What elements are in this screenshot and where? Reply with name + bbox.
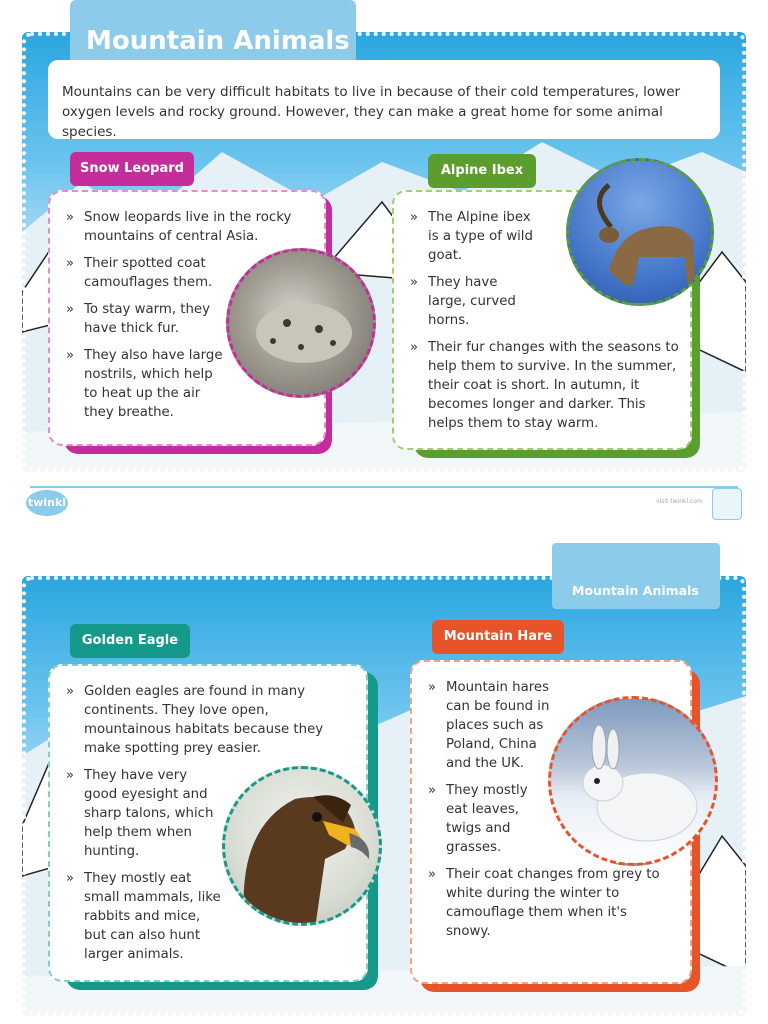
intro-box	[48, 60, 720, 139]
fact-item: » Their spotted coat camouflages them.	[64, 254, 214, 292]
mountain-hare-photo	[548, 696, 718, 866]
eagle-icon	[225, 769, 382, 926]
hare-icon	[551, 699, 718, 866]
quality-badge-icon	[712, 488, 742, 520]
golden-eagle-photo	[222, 766, 382, 926]
header-tab-title: Mountain Animals	[572, 583, 699, 598]
intro-text: Mountains can be very difficult habitats to live in because of their cold temperatures, lower oxygen levels and rocky ground. However, they can make a great home for some animal species.	[62, 84, 681, 140]
snow-leopard-photo	[226, 248, 376, 398]
alpine-ibex-label: Alpine Ibex	[428, 154, 536, 188]
fact-item: » They have very good eyesight and sharp talons, which help them when hunting.	[64, 766, 214, 861]
fact-item: » They mostly eat small mammals, like rabbits and mice, but can also hunt larger animals.	[64, 869, 224, 964]
page-title: Mountain Animals	[86, 26, 350, 56]
title-tab	[70, 0, 356, 68]
alpine-ibex-photo	[566, 158, 714, 306]
fact-item: » Golden eagles are found in many continents. They love open, mountainous habitats because they make spotting prey easier.	[64, 682, 354, 758]
fact-item: » They have large, curved horns.	[408, 273, 536, 330]
footer-divider	[30, 486, 738, 488]
fact-item: » Mountain hares can be found in places such as Poland, China and the UK.	[426, 678, 556, 773]
golden-eagle-label: Golden Eagle	[70, 624, 190, 658]
twinkl-logo: twinkl	[26, 490, 68, 516]
visit-link[interactable]: visit twinkl.com	[656, 498, 703, 505]
header-tab	[552, 543, 720, 609]
snow-leopard-label: Snow Leopard	[70, 152, 194, 186]
snow-leopard-icon	[229, 251, 376, 398]
fact-item: » To stay warm, they have thick fur.	[64, 300, 214, 338]
fact-item: » The Alpine ibex is a type of wild goat.	[408, 208, 536, 265]
fact-item: » Their coat changes from grey to white during the winter to camouflage them when it's snowy.	[426, 865, 666, 941]
fact-item: » They mostly eat leaves, twigs and grasses.	[426, 781, 536, 857]
fact-item: » Snow leopards live in the rocky mountains of central Asia.	[64, 208, 304, 246]
fact-item: » Their fur changes with the seasons to help them to survive. In the summer, their coat is short. In autumn, it becomes longer and darker. This helps them to stay warm.	[408, 338, 680, 433]
ibex-icon	[569, 161, 714, 306]
fact-item: » They also have large nostrils, which help to heat up the air they breathe.	[64, 346, 224, 422]
mountain-hare-label: Mountain Hare	[432, 620, 564, 654]
